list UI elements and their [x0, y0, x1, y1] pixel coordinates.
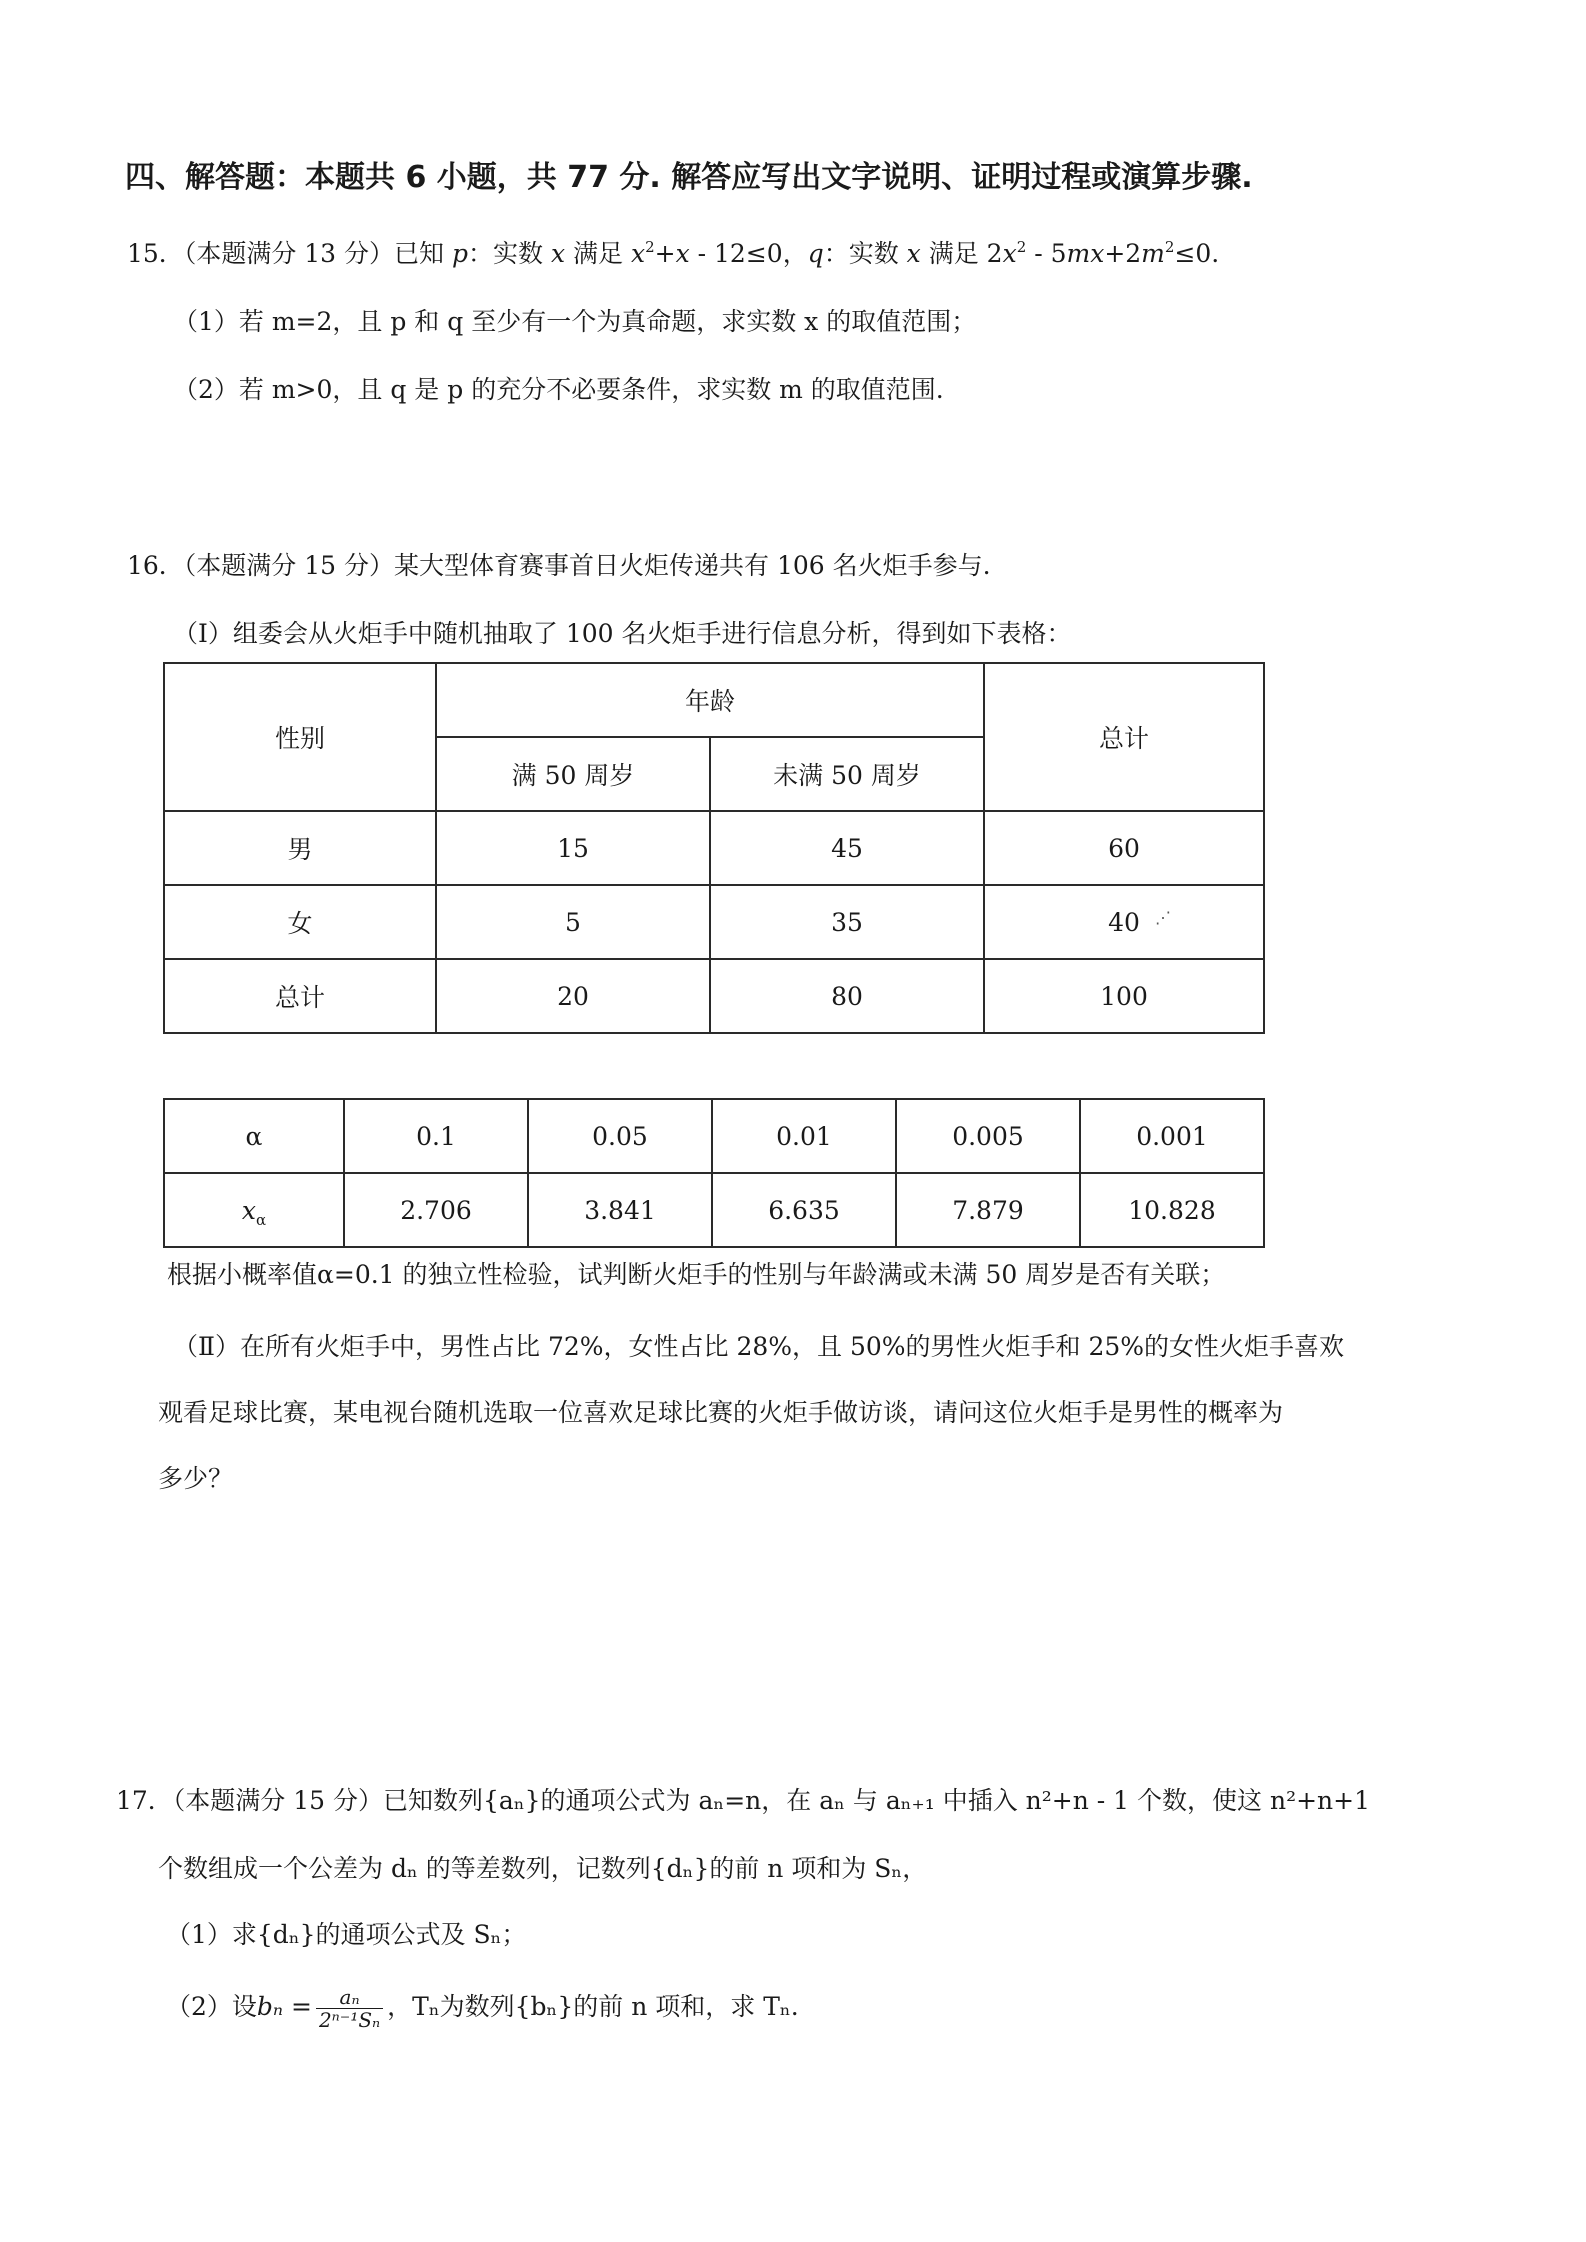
- table-row: [164, 1173, 1264, 1247]
- table-cell: 0.001: [1080, 1099, 1264, 1173]
- header-age: 年龄: [436, 663, 984, 737]
- q15-ineq2: - 5: [1026, 239, 1067, 268]
- table-cell: 6.635: [712, 1173, 896, 1247]
- subheader-under50: 未满 50 周岁: [710, 737, 984, 811]
- table-cell: 3.841: [528, 1173, 712, 1247]
- table-cell: 男: [164, 811, 436, 885]
- q16-part2-line1: （Ⅱ）在所有火炬手中，男性占比 72%，女性占比 28%，且 50%的男性火炬手和 25%的女性火炬手喜欢: [173, 1332, 1345, 1361]
- q15-text: 满足 2: [920, 239, 1003, 268]
- table-cell: 80: [710, 959, 984, 1033]
- table-cell: 10.828: [1080, 1173, 1264, 1247]
- table-cell: 7.879: [896, 1173, 1080, 1247]
- fraction-denominator: 2ⁿ⁻¹Sₙ: [318, 2008, 381, 2032]
- q16-part1-question: 根据小概率值α=0.1 的独立性检验，试判断火炬手的性别与年龄满或未满 50 周岁是否有关联；: [167, 1260, 1226, 1289]
- q15-score: （本题满分 13 分）: [183, 239, 395, 268]
- q17-line1: 17．（本题满分 15 分）已知数列{aₙ}的通项公式为 aₙ=n，在 aₙ 与 aₙ₊₁ 中插入 n²+n - 1 个数，使这 n²+n+1: [116, 1786, 1370, 1815]
- q17-line2: 个数组成一个公差为 dₙ 的等差数列，记数列{dₙ}的前 n 项和为 Sₙ，: [158, 1854, 928, 1883]
- table-row: [164, 1099, 1264, 1173]
- table-cell: 15: [436, 811, 710, 885]
- q17-part2-suffix: ，Tₙ为数列{bₙ}的前 n 项和，求 Tₙ.: [387, 1992, 799, 2021]
- q15-ineq2-exp: 2: [1164, 238, 1175, 256]
- survey-table: [163, 662, 1265, 1034]
- table-row: [164, 811, 1264, 885]
- table-cell: 100: [984, 959, 1264, 1033]
- q15-ineq2: mx: [1066, 239, 1105, 268]
- q15-ineq2-exp: 2: [1016, 238, 1027, 256]
- table-cell: 0.1: [344, 1099, 528, 1173]
- q17-fraction: [316, 1986, 383, 2031]
- table-cell: 60: [984, 811, 1264, 885]
- table-row: [164, 885, 1264, 959]
- q15-ineq2: m: [1141, 239, 1165, 268]
- table-cell: 35: [710, 885, 984, 959]
- table-row: [164, 959, 1264, 1033]
- x-label: x: [241, 1195, 256, 1225]
- scan-speck: ⋰: [1155, 908, 1171, 927]
- section-title: 四、解答题：本题共 6 小题，共 77 分. 解答应写出文字说明、证明过程或演算步骤.: [125, 160, 1253, 195]
- subheader-over50: 满 50 周岁: [436, 737, 710, 811]
- q16-part2-line3: 多少？: [158, 1464, 234, 1493]
- q15-var-q: q: [807, 239, 824, 268]
- q15-var-x: x: [550, 239, 566, 268]
- q15-text: 满足: [565, 239, 631, 268]
- q15-var-p: p: [451, 239, 468, 268]
- q15-text: ：实数: [468, 239, 551, 268]
- q15-part2: （2）若 m>0，且 q 是 p 的充分不必要条件，求实数 m 的取值范围.: [173, 375, 944, 404]
- q15-var-x: x: [906, 239, 921, 268]
- q15-number: 15．: [127, 239, 184, 268]
- critical-value-table: [163, 1098, 1265, 1248]
- alpha-label: α: [164, 1099, 344, 1173]
- q15-stem: [127, 237, 1219, 271]
- q15-ineq1-exp: 2: [645, 238, 655, 256]
- q15-ineq2: +2: [1104, 239, 1142, 268]
- q17-part1: （1）求{dₙ}的通项公式及 Sₙ；: [166, 1920, 527, 1949]
- table-cell: 40: [984, 885, 1264, 959]
- table-cell: 5: [436, 885, 710, 959]
- table-cell: 45: [710, 811, 984, 885]
- q15-ineq2: x: [1002, 239, 1017, 268]
- q16-stem: 16．（本题满分 15 分）某大型体育赛事首日火炬传递共有 106 名火炬手参与.: [127, 551, 991, 580]
- table-cell: 2.706: [344, 1173, 528, 1247]
- x-sub: α: [255, 1210, 267, 1229]
- q15-ineq1: +: [654, 239, 676, 268]
- table-cell: 0.05: [528, 1099, 712, 1173]
- q16-part2-line2: 观看足球比赛，某电视台随机选取一位喜欢足球比赛的火炬手做访谈，请问这位火炬手是男性的概率为: [158, 1398, 1284, 1427]
- q15-text: ：实数: [823, 239, 907, 268]
- q15-ineq1: x: [630, 239, 646, 268]
- table-cell: 0.01: [712, 1099, 896, 1173]
- q17-part2: [166, 1986, 799, 2031]
- table-cell: 0.005: [896, 1099, 1080, 1173]
- header-gender: 性别: [164, 663, 436, 811]
- q17-bn: bₙ =: [256, 1992, 312, 2021]
- fraction-numerator: aₙ: [316, 1986, 383, 2009]
- x-alpha-label: [164, 1173, 344, 1247]
- q16-part1-intro: （Ⅰ）组委会从火炬手中随机抽取了 100 名火炬手进行信息分析，得到如下表格：: [173, 619, 1072, 648]
- q15-part1: （1）若 m=2，且 p 和 q 至少有一个为真命题，求实数 x 的取值范围；: [173, 307, 977, 336]
- header-total: 总计: [984, 663, 1264, 811]
- table-cell: 20: [436, 959, 710, 1033]
- q17-part2-prefix: （2）设: [166, 1992, 257, 2021]
- table-cell: 总计: [164, 959, 436, 1033]
- table-cell: 女: [164, 885, 436, 959]
- q15-ineq1: x: [675, 239, 690, 268]
- q15-ineq1: - 12≤0，: [689, 239, 808, 268]
- q15-text: 已知: [394, 239, 452, 268]
- q15-ineq2: ≤0.: [1174, 239, 1220, 268]
